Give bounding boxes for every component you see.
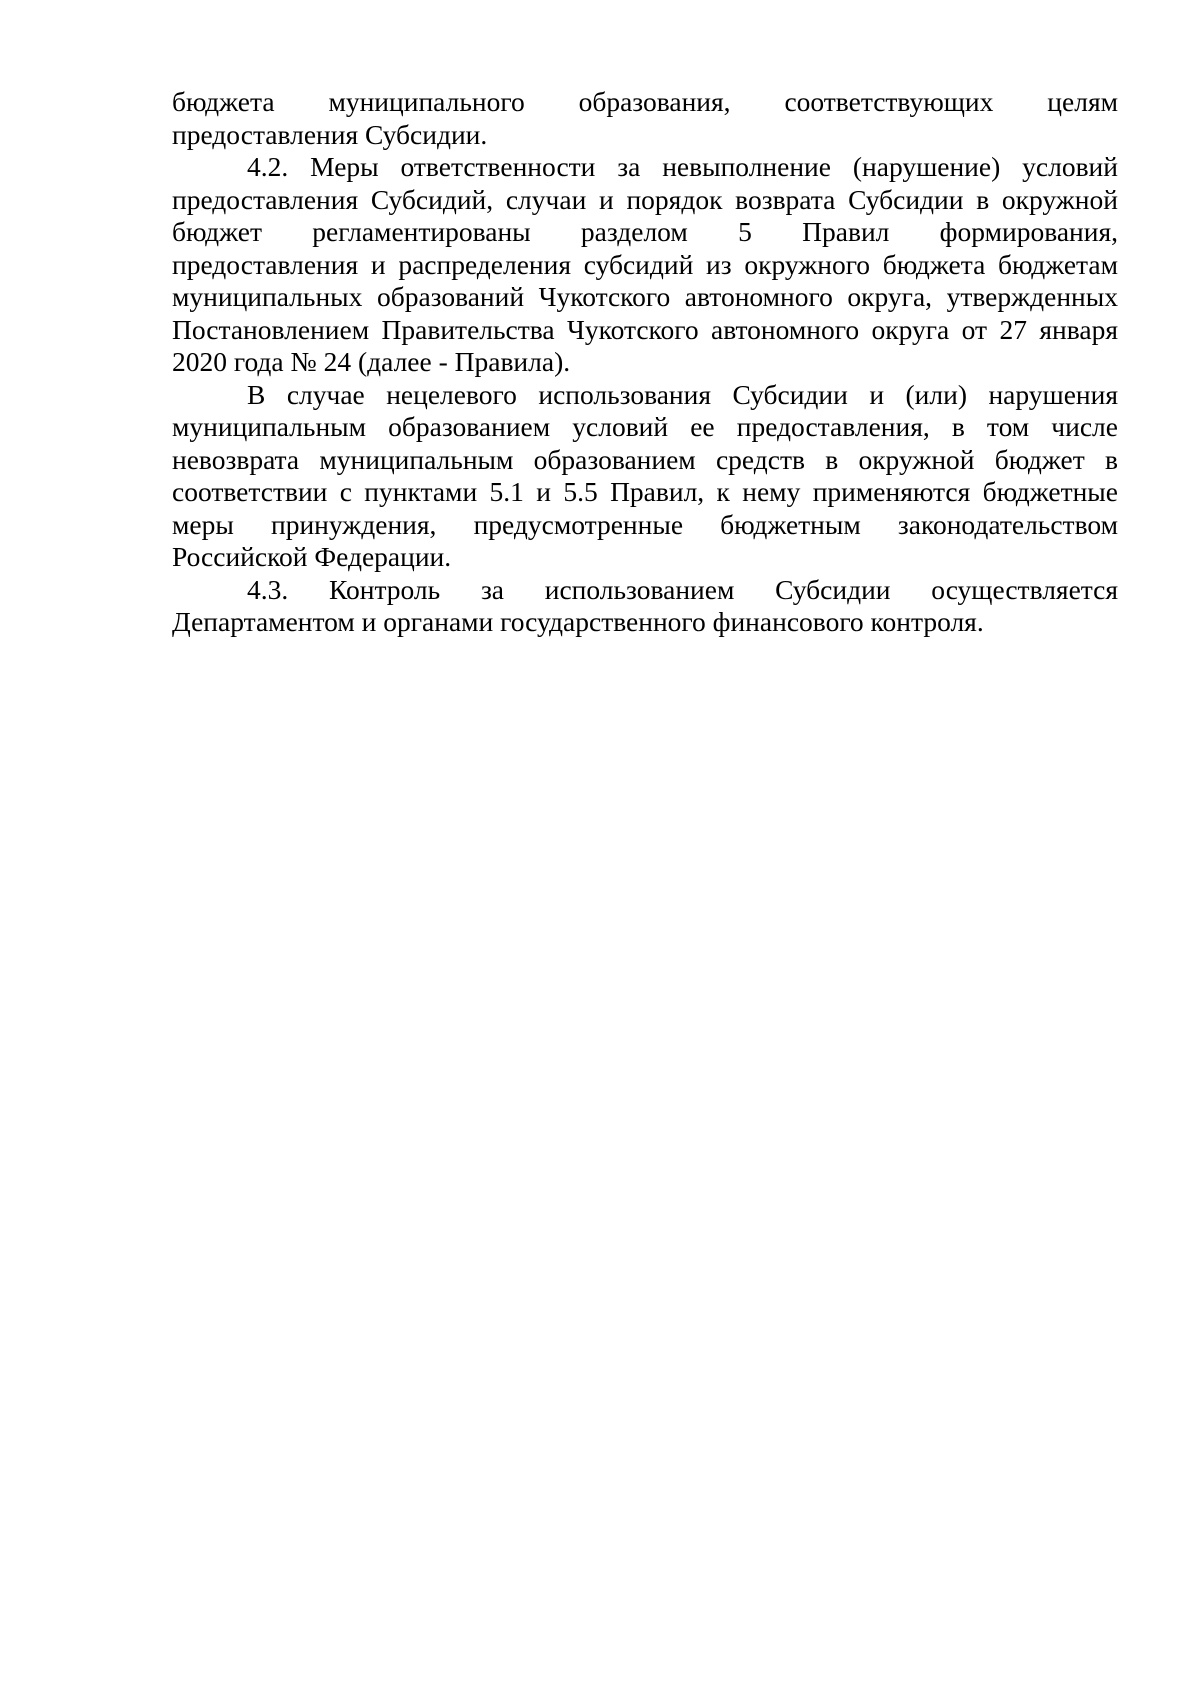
text-line: бюджета муниципального образования, соответствующих целям xyxy=(172,86,1118,117)
text-line: предоставления Субсидии. xyxy=(172,118,488,150)
text-line: Российской Федерации. xyxy=(172,541,452,572)
text-line: меры принуждения, предусмотренные бюджетным законодательством xyxy=(172,508,1118,540)
text-line: 2020 года № 24 (далее - Правила). xyxy=(172,346,571,377)
paragraph-misuse-enforcement xyxy=(172,379,1118,574)
text-line: Постановлением Правительства Чукотского автономного округа от 27 января xyxy=(172,313,1118,345)
document-body xyxy=(172,86,1118,639)
text-line: предоставления Субсидий, случаи и порядок возврата Субсидии в окружной xyxy=(172,183,1118,215)
text-line: муниципальным образованием условий ее предоставления, в том числе xyxy=(172,411,1118,442)
text-line: соответствии с пунктами 5.1 и 5.5 Правил, к нему применяются бюджетные xyxy=(172,476,1118,507)
text-line: муниципальных образований Чукотского автономного округа, утвержденных xyxy=(172,281,1118,312)
text-line: бюджет регламентированы разделом 5 Правил формирования, xyxy=(172,216,1118,247)
text-line: Департаментом и органами государственного финансового контроля. xyxy=(172,606,984,637)
paragraph-subsidy-purpose-continuation xyxy=(172,86,1118,151)
text-line: 4.2. Меры ответственности за невыполнение (нарушение) условий xyxy=(247,151,1118,182)
text-line: В случае нецелевого использования Субсидии и (или) нарушения xyxy=(247,378,1118,410)
paragraph-clause-4-3 xyxy=(172,574,1118,639)
text-line: невозврата муниципальным образованием средств в окружной бюджет в xyxy=(172,443,1118,475)
text-line: предоставления и распределения субсидий из окружного бюджета бюджетам xyxy=(172,248,1118,280)
text-line: 4.3. Контроль за использованием Субсидии осуществляется xyxy=(247,573,1118,605)
paragraph-clause-4-2 xyxy=(172,151,1118,379)
